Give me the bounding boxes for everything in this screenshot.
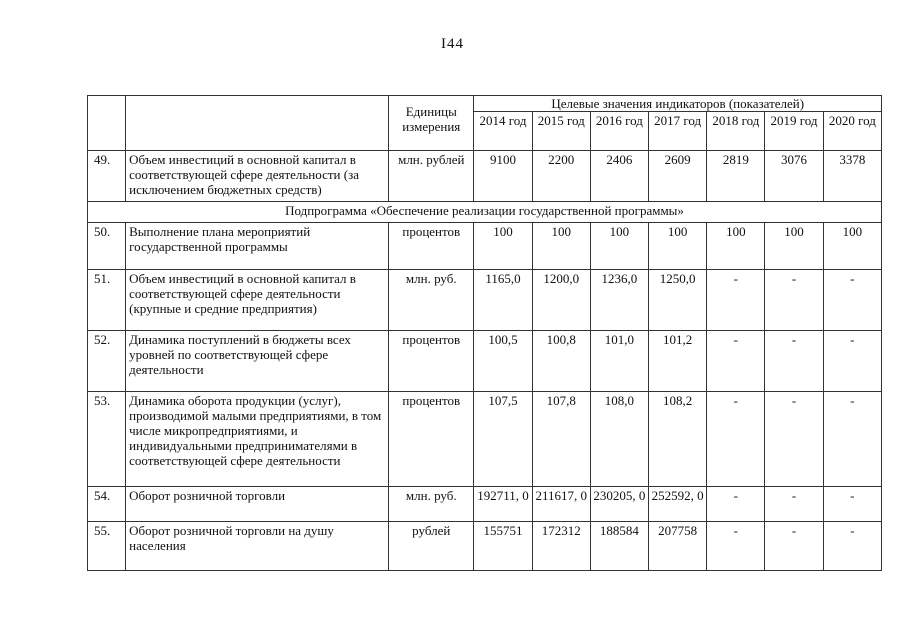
value-cell: 1200,0 <box>532 270 590 331</box>
value-cell: 2200 <box>532 151 590 202</box>
value-cell: - <box>823 487 881 522</box>
indicator-name: Динамика поступлений в бюджеты всех уровней по соответствующей сфере деятельности <box>126 331 389 392</box>
value-cell: 2406 <box>590 151 648 202</box>
value-cell: 100 <box>649 223 707 270</box>
unit-cell: млн. руб. <box>389 270 474 331</box>
value-cell: 2819 <box>707 151 765 202</box>
value-cell: 100 <box>823 223 881 270</box>
row-number: 53. <box>88 392 126 487</box>
indicator-name: Динамика оборота продукции (услуг), производимой малыми предприятиями, в том числе микропредприятиями, и индивидуальными предпринимателями в соответствующей сфере деятельности <box>126 392 389 487</box>
value-cell: 230205, 0 <box>590 487 648 522</box>
value-cell: 252592, 0 <box>649 487 707 522</box>
unit-cell: млн. руб. <box>389 487 474 522</box>
table-row <box>88 487 882 522</box>
header-name-cell <box>126 96 389 151</box>
row-number: 55. <box>88 522 126 571</box>
indicator-name: Оборот розничной торговли на душу населения <box>126 522 389 571</box>
value-cell: 107,8 <box>532 392 590 487</box>
table-row <box>88 522 882 571</box>
value-cell: 100,8 <box>532 331 590 392</box>
value-cell: - <box>823 270 881 331</box>
row-number: 50. <box>88 223 126 270</box>
table-row <box>88 392 882 487</box>
value-cell: 1236,0 <box>590 270 648 331</box>
value-cell: - <box>823 392 881 487</box>
value-cell: - <box>707 487 765 522</box>
value-cell: 172312 <box>532 522 590 571</box>
section-title: Подпрограмма «Обеспечение реализации государственной программы» <box>88 202 882 223</box>
header-year: 2019 год <box>765 112 823 151</box>
unit-cell: процентов <box>389 392 474 487</box>
value-cell: - <box>765 270 823 331</box>
value-cell: 2609 <box>649 151 707 202</box>
table-row <box>88 331 882 392</box>
value-cell: 100,5 <box>474 331 532 392</box>
value-cell: 1165,0 <box>474 270 532 331</box>
value-cell: - <box>765 522 823 571</box>
table-row <box>88 223 882 270</box>
unit-cell: рублей <box>389 522 474 571</box>
header-row-top <box>88 96 882 112</box>
header-year: 2017 год <box>649 112 707 151</box>
value-cell: - <box>707 392 765 487</box>
value-cell: 100 <box>765 223 823 270</box>
row-number: 54. <box>88 487 126 522</box>
value-cell: - <box>823 522 881 571</box>
unit-cell: млн. рублей <box>389 151 474 202</box>
header-year: 2020 год <box>823 112 881 151</box>
value-cell: - <box>765 392 823 487</box>
header-year: 2018 год <box>707 112 765 151</box>
value-cell: 155751 <box>474 522 532 571</box>
row-number: 49. <box>88 151 126 202</box>
value-cell: 188584 <box>590 522 648 571</box>
value-cell: 207758 <box>649 522 707 571</box>
header-units: Единицы измерения <box>389 96 474 151</box>
table-row <box>88 270 882 331</box>
value-cell: 100 <box>474 223 532 270</box>
value-cell: 108,0 <box>590 392 648 487</box>
value-cell: - <box>707 331 765 392</box>
value-cell: - <box>707 522 765 571</box>
header-indicator-group: Целевые значения индикаторов (показателей) <box>474 96 882 112</box>
value-cell: - <box>765 331 823 392</box>
unit-cell: процентов <box>389 223 474 270</box>
value-cell: 1250,0 <box>649 270 707 331</box>
row-number: 51. <box>88 270 126 331</box>
page-number: I44 <box>441 36 464 52</box>
value-cell: 101,2 <box>649 331 707 392</box>
value-cell: 108,2 <box>649 392 707 487</box>
value-cell: 9100 <box>474 151 532 202</box>
header-year: 2014 год <box>474 112 532 151</box>
indicator-name: Выполнение плана мероприятий государственной программы <box>126 223 389 270</box>
row-number: 52. <box>88 331 126 392</box>
section-row <box>88 202 882 223</box>
value-cell: 3378 <box>823 151 881 202</box>
indicators-table <box>87 95 882 571</box>
header-year: 2015 год <box>532 112 590 151</box>
value-cell: 3076 <box>765 151 823 202</box>
value-cell: - <box>707 270 765 331</box>
table-row <box>88 151 882 202</box>
unit-cell: процентов <box>389 331 474 392</box>
value-cell: 100 <box>590 223 648 270</box>
indicator-name: Объем инвестиций в основной капитал в соответствующей сфере деятельности (за исключением бюджетных средств) <box>126 151 389 202</box>
indicator-name: Объем инвестиций в основной капитал в соответствующей сфере деятельности (крупные и средние предприятия) <box>126 270 389 331</box>
value-cell: 100 <box>707 223 765 270</box>
value-cell: 100 <box>532 223 590 270</box>
value-cell: - <box>823 331 881 392</box>
value-cell: 192711, 0 <box>474 487 532 522</box>
value-cell: 107,5 <box>474 392 532 487</box>
header-num-cell <box>88 96 126 151</box>
indicator-name: Оборот розничной торговли <box>126 487 389 522</box>
value-cell: 101,0 <box>590 331 648 392</box>
header-year: 2016 год <box>590 112 648 151</box>
table-body <box>88 151 882 571</box>
value-cell: - <box>765 487 823 522</box>
value-cell: 211617, 0 <box>532 487 590 522</box>
